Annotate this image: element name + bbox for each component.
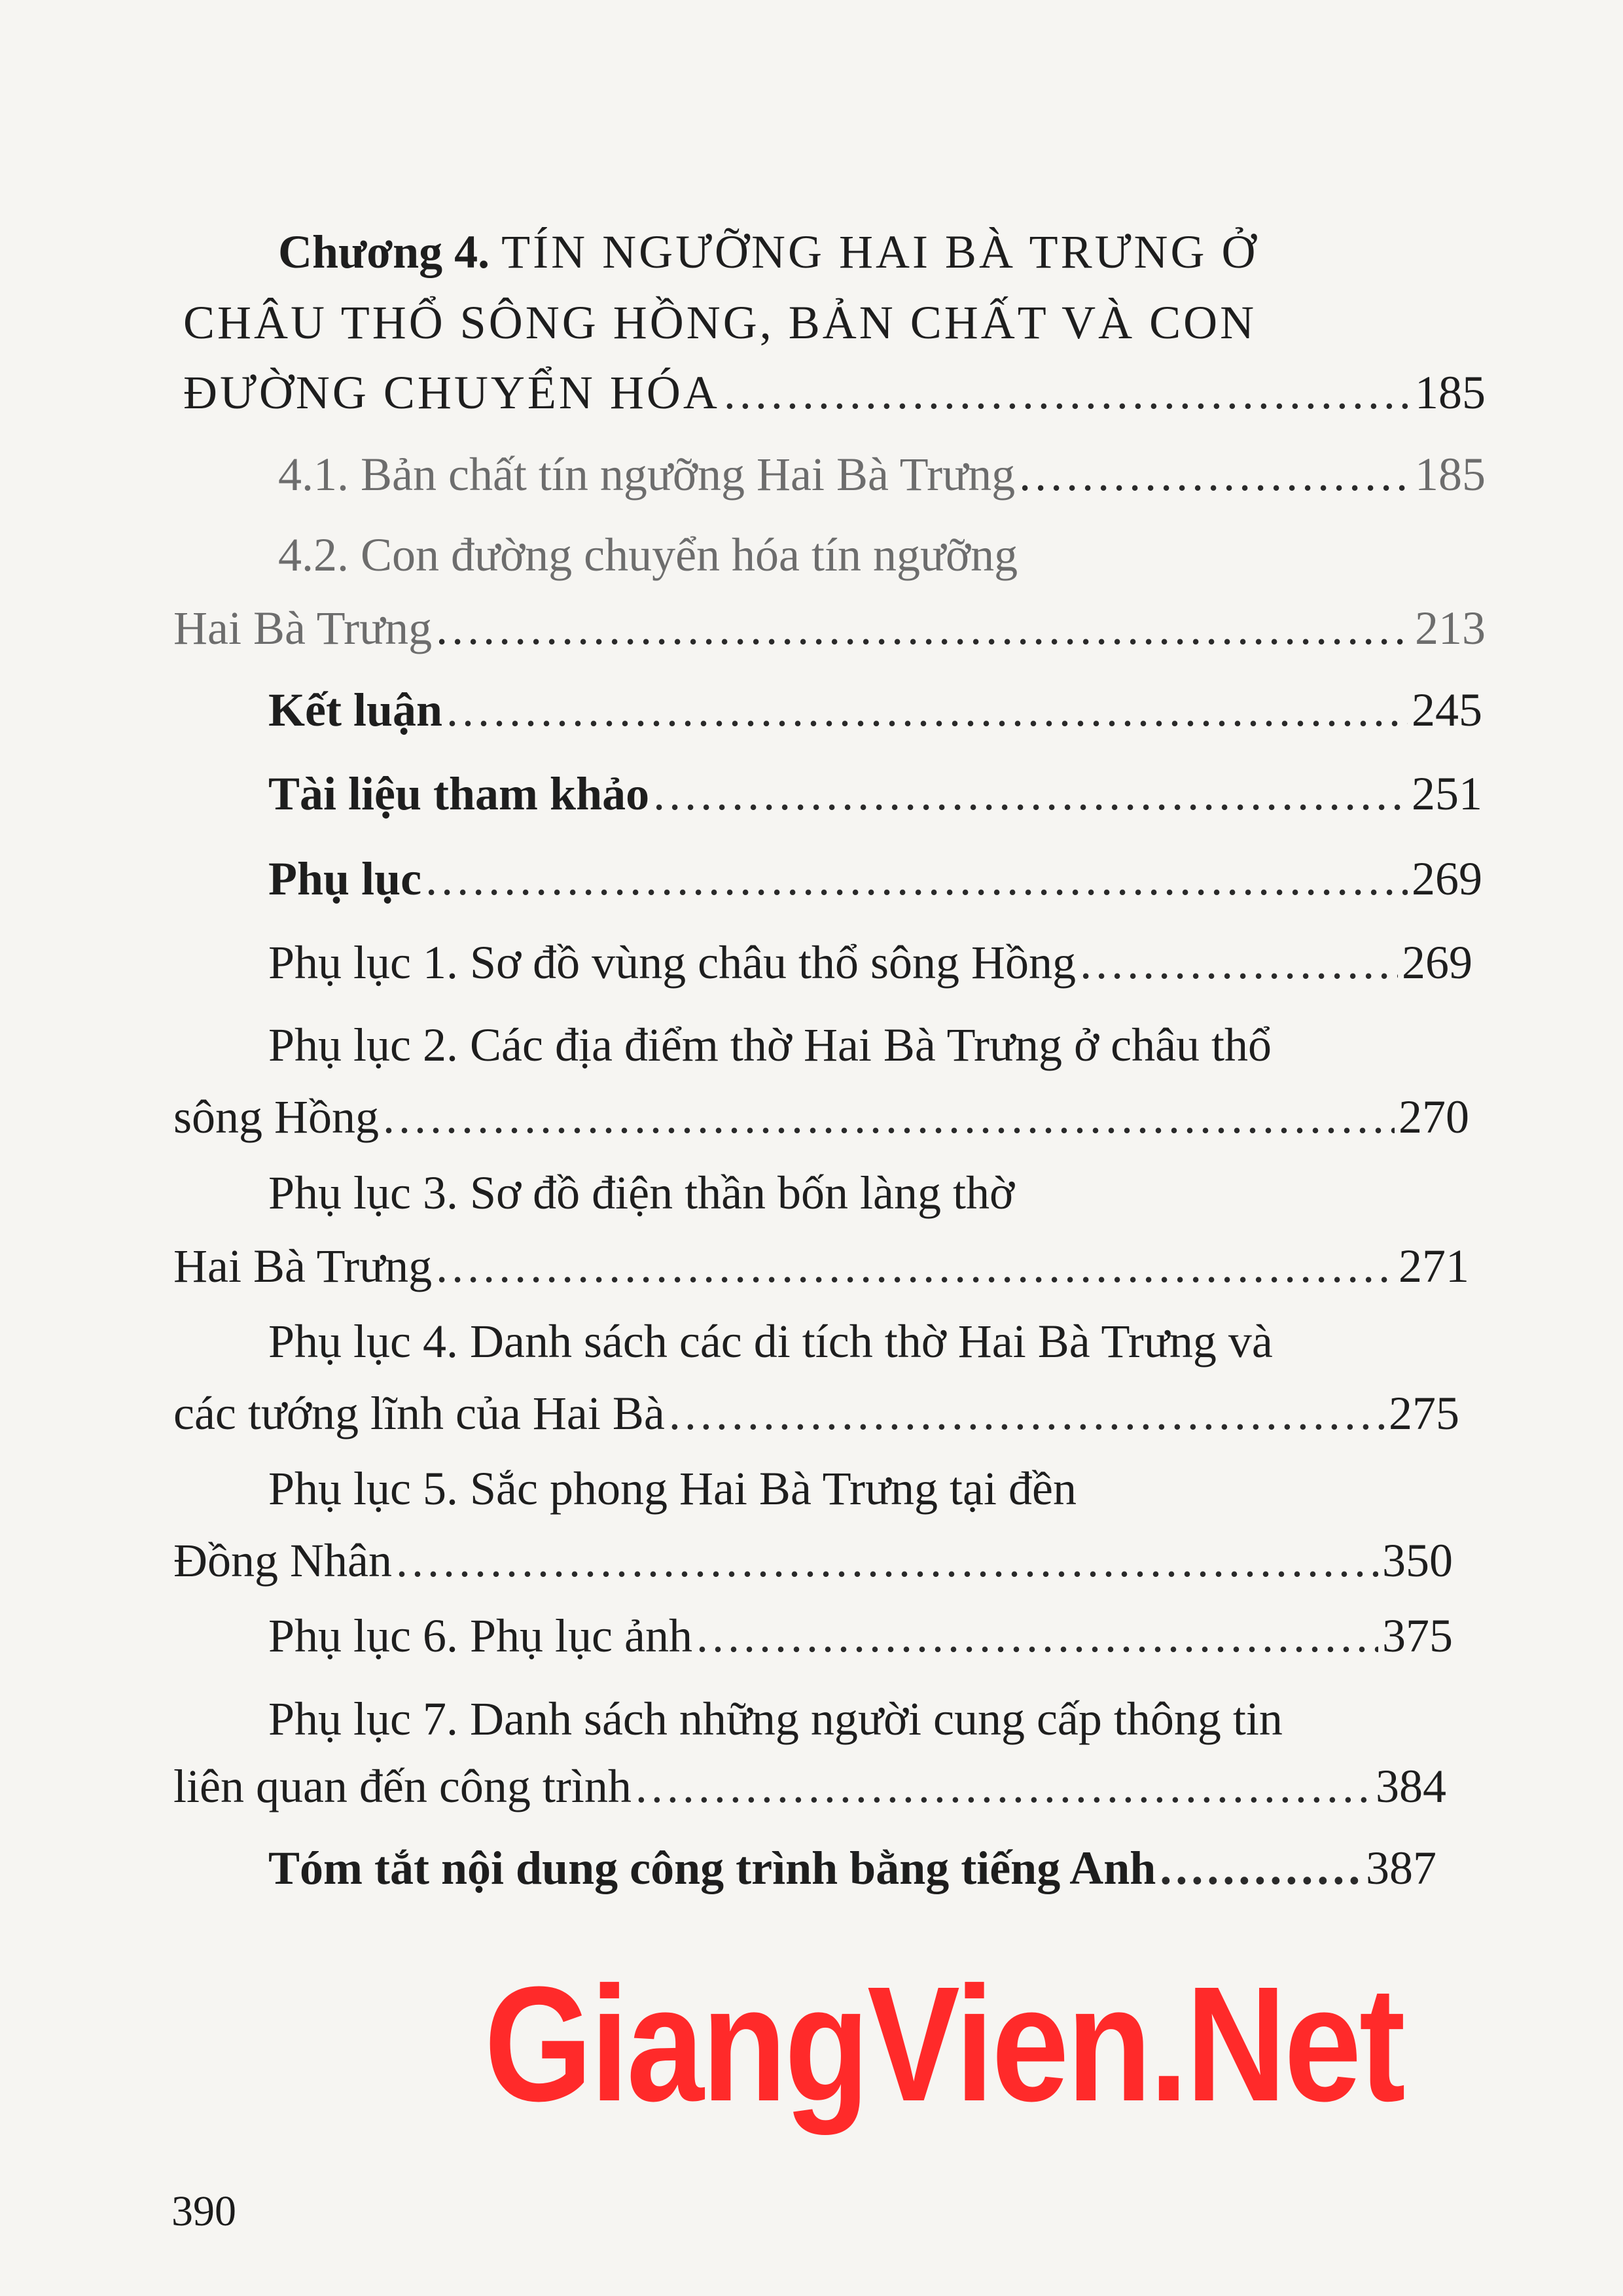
leader-dots <box>653 764 1408 823</box>
toc-entry-phu-luc-2-line-1: Phụ lục 2. Các địa điểm thờ Hai Bà Trưng ở châu thổ <box>268 1019 1272 1071</box>
toc-entry-tom-tat-page: 387 <box>1366 1842 1436 1894</box>
leader-dots <box>396 1531 1378 1590</box>
toc-entry-phu-luc-7-label: liên quan đến công trình <box>173 1760 632 1812</box>
toc-entry-phu-luc-1 <box>268 933 1472 992</box>
toc-entry-phu-luc-5 <box>173 1531 1453 1590</box>
toc-entry-phu-luc-2 <box>173 1087 1469 1146</box>
toc-entry-ket-luan-page: 245 <box>1412 684 1482 736</box>
toc-entry-phu-luc-5-page: 350 <box>1382 1534 1453 1587</box>
toc-entry-phu-luc-6 <box>268 1606 1453 1665</box>
watermark-logo: GiangVien.Net <box>484 1952 1404 2135</box>
leader-dots <box>635 1757 1372 1816</box>
toc-entry-phu-luc <box>268 849 1482 908</box>
toc-entry-phu-luc-3-line-1: Phụ lục 3. Sơ đồ điện thần bốn làng thờ <box>268 1167 1015 1219</box>
toc-entry-4-1 <box>278 445 1486 504</box>
toc-entry-phu-luc-3-page: 271 <box>1399 1240 1469 1292</box>
toc-entry-phu-luc-5-label: Đồng Nhân <box>173 1534 392 1587</box>
toc-entry-phu-luc-2-label: sông Hồng <box>173 1091 380 1143</box>
toc-entry-4-1-page: 185 <box>1415 448 1486 501</box>
toc-entry-phu-luc-7 <box>173 1757 1446 1816</box>
toc-entry-phu-luc-1-label: Phụ lục 1. Sơ đồ vùng châu thổ sông Hồng <box>268 936 1077 989</box>
toc-entry-4-2-page: 213 <box>1415 602 1486 654</box>
toc-entry-4-2-label: Hai Bà Trưng <box>173 602 433 654</box>
toc-entry-phu-luc-3 <box>173 1237 1469 1296</box>
toc-entry-phu-luc-5-line-1: Phụ lục 5. Sắc phong Hai Bà Trưng tại đền <box>268 1462 1077 1515</box>
toc-entry-tai-lieu-page: 251 <box>1412 768 1482 820</box>
toc-entry-phu-luc-4 <box>173 1384 1459 1443</box>
toc-entry-tom-tat <box>268 1839 1436 1898</box>
leader-dots <box>436 1237 1395 1296</box>
chapter-4-title-line-1: TÍN NGƯỠNG HAI BÀ TRƯNG Ở <box>501 226 1258 278</box>
toc-entry-phu-luc-label: Phụ lục <box>268 853 422 905</box>
leader-dots <box>446 680 1408 739</box>
toc-entry-phu-luc-4-line-1: Phụ lục 4. Danh sách các di tích thờ Hai Bà Trưng và <box>268 1315 1273 1368</box>
toc-entry-phu-luc-6-label: Phụ lục 6. Phụ lục ảnh <box>268 1610 692 1662</box>
chapter-4-page: 185 <box>1415 366 1486 419</box>
chapter-4-title-line-3-text: ĐƯỜNG CHUYỂN HÓA <box>183 366 720 419</box>
leader-dots <box>724 363 1411 422</box>
toc-entry-phu-luc-1-page: 269 <box>1402 936 1472 989</box>
toc-entry-phu-luc-3-label: Hai Bà Trưng <box>173 1240 433 1292</box>
page-number: 390 <box>171 2187 236 2235</box>
toc-entry-phu-luc-7-page: 384 <box>1376 1760 1446 1812</box>
leader-dots <box>1080 933 1398 992</box>
chapter-4-prefix: Chương 4. <box>278 226 490 278</box>
leader-dots <box>669 1384 1385 1443</box>
toc-entry-tai-lieu-label: Tài liệu tham khảo <box>268 768 650 820</box>
toc-entry-phu-luc-4-page: 275 <box>1389 1387 1459 1439</box>
chapter-4-heading-line-1 <box>278 222 1258 281</box>
chapter-4-title-line-3 <box>183 363 1486 422</box>
toc-entry-phu-luc-page: 269 <box>1412 853 1482 905</box>
toc-entry-4-2-line-1: 4.2. Con đường chuyển hóa tín ngưỡng <box>278 529 1018 581</box>
toc-entry-ket-luan <box>268 680 1482 739</box>
toc-entry-ket-luan-label: Kết luận <box>268 684 443 736</box>
leader-dots <box>436 599 1411 658</box>
chapter-4-title-line-2: CHÂU THỔ SÔNG HỒNG, BẢN CHẤT VÀ CON <box>183 296 1257 349</box>
toc-entry-phu-luc-2-page: 270 <box>1399 1091 1469 1143</box>
toc-entry-phu-luc-6-page: 375 <box>1382 1610 1453 1662</box>
toc-entry-4-2 <box>173 599 1486 658</box>
leader-dots <box>1019 445 1411 504</box>
leader-dots <box>383 1087 1395 1146</box>
toc-entry-4-1-label: 4.1. Bản chất tín ngưỡng Hai Bà Trưng <box>278 448 1016 501</box>
leader-dots <box>696 1606 1378 1665</box>
toc-entry-tai-lieu <box>268 764 1482 823</box>
toc-entry-phu-luc-4-label: các tướng lĩnh của Hai Bà <box>173 1387 665 1439</box>
leader-dots <box>425 849 1408 908</box>
leader-dots <box>1160 1839 1362 1898</box>
toc-entry-phu-luc-7-line-1: Phụ lục 7. Danh sách những người cung cấp thông tin <box>268 1693 1283 1745</box>
toc-entry-tom-tat-label: Tóm tắt nội dung công trình bằng tiếng Anh <box>268 1842 1156 1894</box>
